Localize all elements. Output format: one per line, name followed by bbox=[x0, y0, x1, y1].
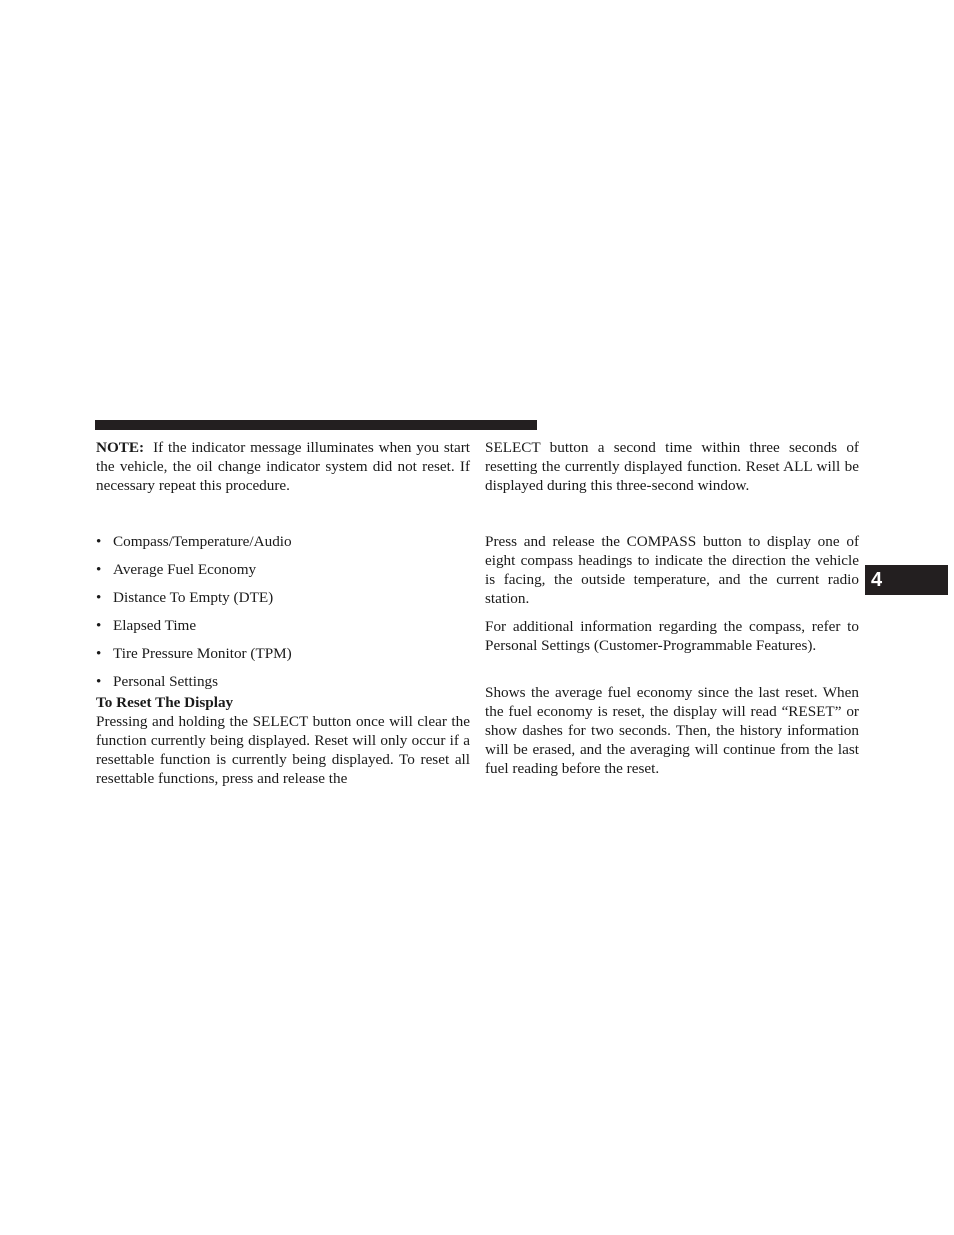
chapter-tab: 4 bbox=[865, 565, 948, 595]
reset-paragraph-right: SELECT button a second time within three seconds of resetting the currently displayed function. Reset ALL will be displayed during this three-second window. bbox=[485, 439, 859, 494]
fuel-economy-paragraph: Shows the average fuel economy since the last reset. When the fuel economy is reset, the display will read “RESET” or show dashes for two seconds. Then, the history information will be erased, and the averaging will continue from the last fuel reading before the reset. bbox=[485, 684, 859, 777]
list-item-text: Average Fuel Economy bbox=[113, 561, 257, 578]
bullet-icon: • bbox=[96, 561, 102, 578]
bullet-icon: • bbox=[96, 673, 102, 690]
bullet-icon: • bbox=[96, 589, 102, 606]
bullet-icon: • bbox=[96, 645, 102, 662]
note-paragraph bbox=[96, 438, 470, 495]
list-item-text: Distance To Empty (DTE) bbox=[113, 589, 274, 606]
compass-paragraph: Press and release the COMPASS button to display one of eight compass headings to indicate the direction the vehicle is facing, the outside temperature, and the current radio station. bbox=[485, 533, 859, 607]
list-item bbox=[96, 672, 470, 700]
list-item-text: Personal Settings bbox=[113, 673, 219, 690]
note-label: NOTE: bbox=[96, 439, 145, 456]
reset-display-heading: To Reset The Display bbox=[96, 694, 234, 711]
right-column bbox=[485, 438, 859, 778]
list-item bbox=[96, 560, 470, 588]
reset-paragraph-left: Pressing and holding the SELECT button once will clear the function currently being displayed. Reset will only occur if a resettable function is currently being displayed. To reset all resettable functions, press and release the bbox=[96, 713, 470, 787]
list-item bbox=[96, 616, 470, 644]
functions-list bbox=[96, 532, 470, 700]
list-item-text: Elapsed Time bbox=[113, 617, 197, 634]
list-item-text: Compass/Temperature/Audio bbox=[113, 533, 292, 550]
compass-more-info-paragraph: For additional information regarding the compass, refer to Personal Settings (Customer-Programmable Features). bbox=[485, 618, 859, 654]
section-divider-bar bbox=[95, 420, 537, 430]
bullet-icon: • bbox=[96, 533, 102, 550]
list-item bbox=[96, 588, 470, 616]
bullet-icon: • bbox=[96, 617, 102, 634]
list-item bbox=[96, 532, 470, 560]
note-text: If the indicator message illuminates when you start the vehicle, the oil change indicator system did not reset. If necessary repeat this procedure. bbox=[96, 439, 470, 494]
list-item bbox=[96, 644, 470, 672]
left-column bbox=[96, 438, 470, 788]
list-item-text: Tire Pressure Monitor (TPM) bbox=[113, 645, 292, 662]
